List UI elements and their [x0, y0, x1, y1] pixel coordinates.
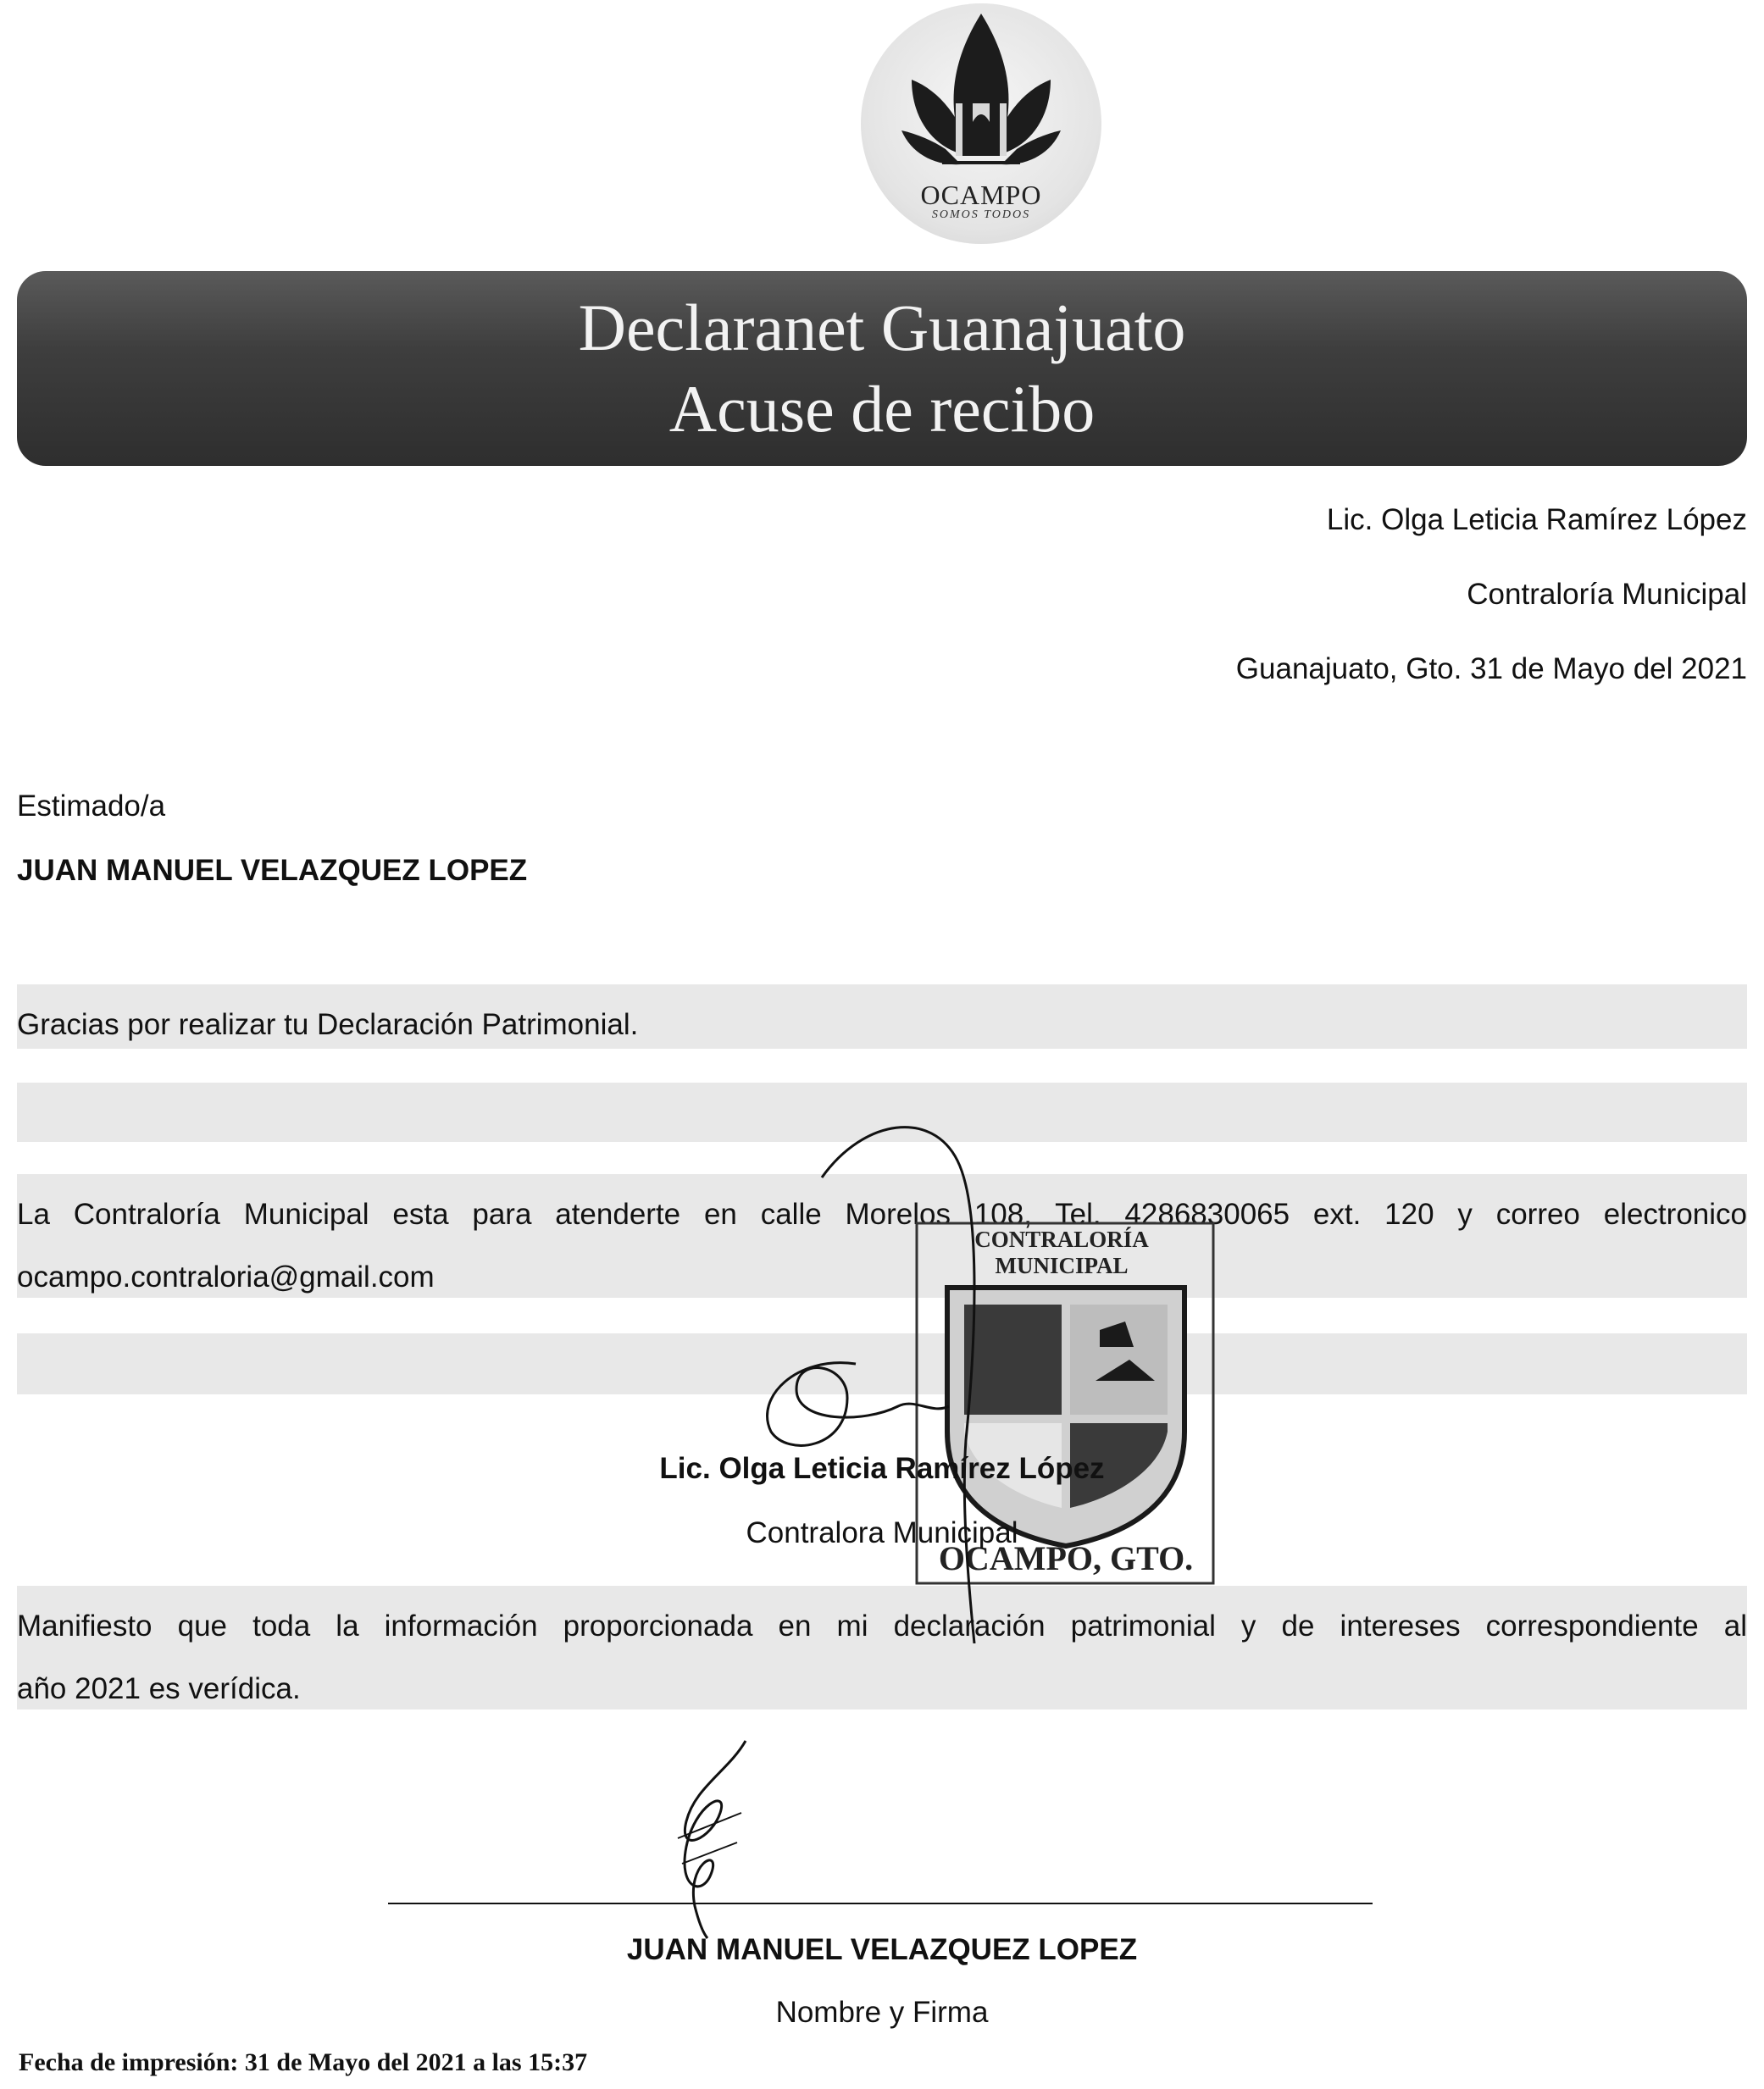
official-name: Lic. Olga Leticia Ramírez López: [659, 1452, 1105, 1485]
signature-line: [388, 1903, 1373, 1904]
declaration-line1: Manifiesto que toda la información proporcionada en mi declaración patrimonial y de intereses correspondiente al: [17, 1610, 1747, 1643]
greeting: Estimado/a: [17, 790, 166, 823]
recipient-name: JUAN MANUEL VELAZQUEZ LOPEZ: [17, 854, 528, 887]
thanks-text: Gracias por realizar tu Declaración Patrimonial.: [17, 1008, 639, 1041]
logo-wordmark: OCAMPO: [920, 180, 1042, 210]
sender-place-date: Guanajuato, Gto. 31 de Mayo del 2021: [1235, 652, 1747, 685]
stamp-top-text: CONTRALORÍA MUNICIPAL: [974, 1227, 1149, 1278]
declarant-caption: Nombre y Firma: [775, 1996, 989, 2029]
print-date: Fecha de impresión: 31 de Mayo del 2021 a las 15:37: [19, 2048, 588, 2076]
sender-office: Contraloría Municipal: [1467, 578, 1747, 611]
official-title: Contralora Municipal: [746, 1516, 1018, 1549]
logo-tagline: SOMOS TODOS: [931, 208, 1031, 221]
contact-email: ocampo.contraloria@gmail.com: [17, 1261, 435, 1294]
sender-name: Lic. Olga Leticia Ramírez López: [1326, 503, 1747, 536]
header-banner: [17, 271, 1747, 466]
official-signature-scribble: [746, 1101, 1068, 1643]
header-subtitle: Acuse de recibo: [668, 372, 1096, 446]
contact-text-line1: La Contraloría Municipal esta para atenderte en calle Morelos 108, Tel. 4286830065 ext. 120 y correo electronico: [17, 1198, 1747, 1231]
stamp-bottom-text: OCAMPO, GTO.: [938, 1539, 1194, 1577]
declarant-signature-scribble: [661, 1737, 763, 1940]
declaration-line2: año 2021 es verídica.: [17, 1672, 301, 1705]
ocampo-logo: [861, 3, 1101, 244]
declarant-name: JUAN MANUEL VELAZQUEZ LOPEZ: [626, 1933, 1138, 1966]
header-title: Declaranet Guanajuato: [578, 291, 1186, 364]
